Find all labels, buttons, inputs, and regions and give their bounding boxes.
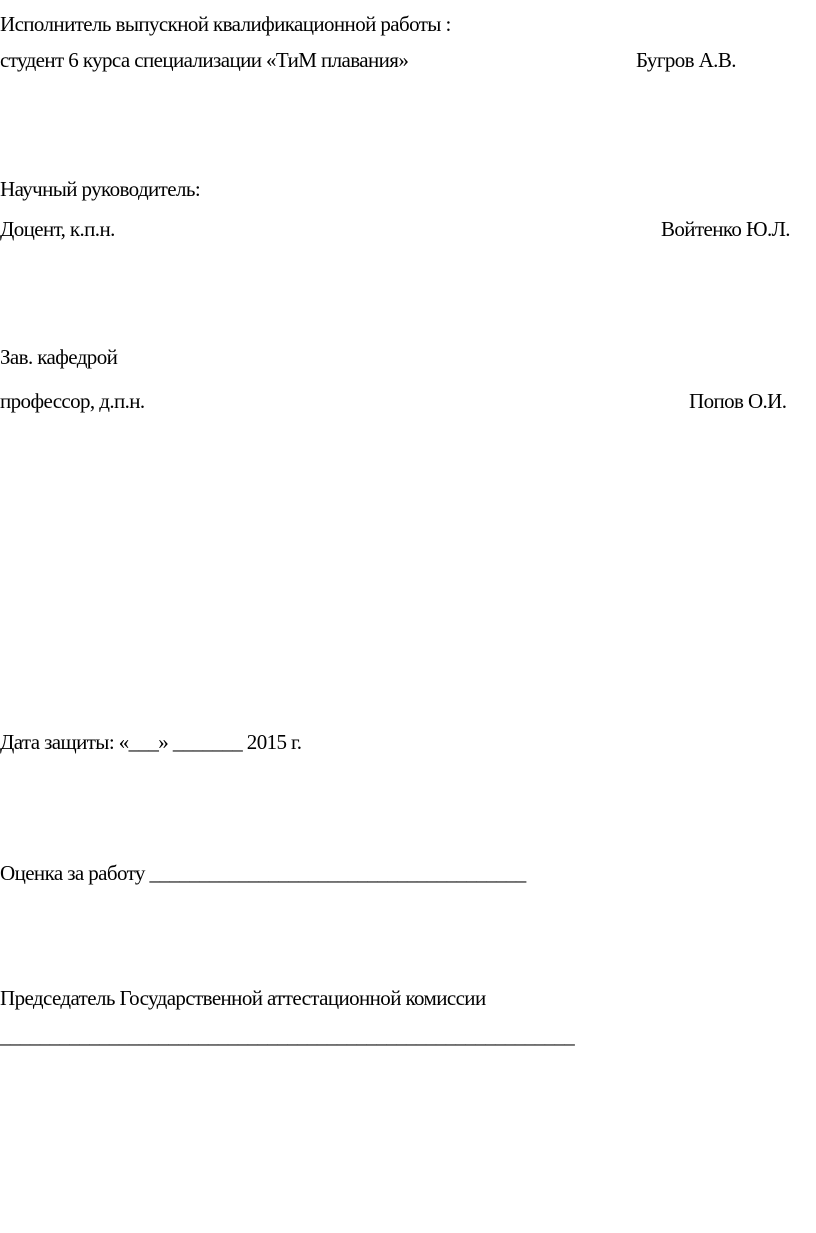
executor-name: Бугров А.В. [636,48,736,72]
supervisor-position: Доцент, к.п.н. [0,217,115,241]
chairman-signature-line: __________________________________________________________ [0,1024,575,1048]
supervisor-name: Войтенко Ю.Л. [661,217,790,241]
head-of-department-heading: Зав. кафедрой [0,345,118,369]
executor-position: студент 6 курса специализации «ТиМ плавания» [0,48,409,72]
chairman-label: Председатель Государственной аттестационной комиссии [0,986,486,1010]
supervisor-heading: Научный руководитель: [0,177,201,201]
executor-heading: Исполнитель выпускной квалификационной работы : [0,12,451,36]
head-of-department-position: профессор, д.п.н. [0,389,145,413]
defense-date: Дата защиты: «___» _______ 2015 г. [0,730,302,754]
grade-line: Оценка за работу ______________________________________ [0,861,526,885]
head-of-department-name: Попов О.И. [689,389,787,413]
